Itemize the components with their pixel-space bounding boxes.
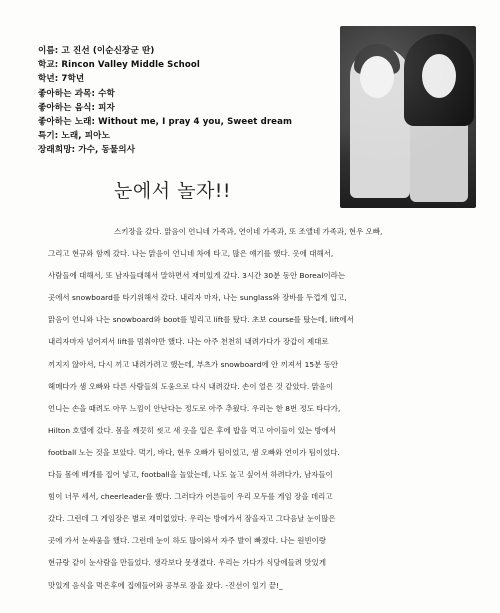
- article-line: 그리고 현규와 함께 갔다. 나는 맑음이 언니네 차에 타고, 많은 얘기를 했다. 옷에 대해서,: [48, 249, 334, 259]
- profile-name: 이름: 고 진선 (이순신장군 딴): [38, 46, 155, 56]
- article-line: 사람들에 대해서, 또 남자들대해서 말하면서 재미있게 갔다. 3시간 30분 동안 Boreal이라는: [48, 271, 346, 281]
- profile-talent: 특기: 노래, 피아노: [38, 131, 110, 142]
- article-line: 다들 몸에 베개를 집어 넣고, football을 놀았는데, 나도 놀고 싶어서 하려다가, 남자들이: [48, 470, 333, 480]
- article-line: 헤메다가 샘 오빠와 다른 사람들의 도움으로 다시 내려갔다. 손이 얼은 것 같았다. 맑음이: [48, 381, 334, 391]
- article-line: 힘이 너무 세서, cheerleader를 했다. 그러다가 어른들이 우리 모두를 게임 장을 데리고: [48, 492, 333, 502]
- article-line: Hilton 호텔에 갔다. 몸을 깨끗히 씻고 새 옷을 입은 후에 밥을 먹고 아이들이 있는 방에서: [48, 425, 337, 435]
- profile-grade: 학년: 7학년: [38, 74, 85, 85]
- article-line: 스키장을 갔다. 맑음이 언니네 가족과, 연이네 가족과, 또 조앨네 가족과, 현우 오빠,: [114, 227, 383, 236]
- portrait-photo: [340, 26, 476, 208]
- article-line: 맑음이 언니와 나는 snowboard와 boot를 빌리고 lift를 탔다. 초보 course를 탔는데, lift에서: [48, 315, 354, 325]
- profile-school: 학교: Rincon Valley Middle School: [38, 60, 200, 71]
- profile-favorite-food: 좋아하는 음식: 피자: [38, 102, 115, 113]
- article-line: 맛있게 음식을 먹은후에 집에들어와 공부로 잠을 잤다. -진선이 일기 끝!_: [48, 580, 283, 590]
- article-line: 곳에 가서 눈싸움을 했다. 그런데 눈이 하도 많이와서 자주 발이 빠졌다. 나는 원빈이랑: [48, 536, 327, 546]
- article-line: 갔다. 그런데 그 게임장은 별로 재미없었다. 우리는 방에가서 잠을자고 그다음날 눈이많은: [48, 514, 336, 524]
- article-body: [48, 221, 478, 597]
- profile-favorite-songs: 좋아하는 노래: Without me, I pray 4 you, Sweet dream: [38, 117, 293, 128]
- article-title: 눈에서 놀자!!: [114, 180, 232, 202]
- article-line: 곳에서 snowboard를 타기위해서 갔다. 내리자 마자, 나는 sunglass와 장바를 두껍게 입고,: [48, 293, 347, 303]
- article-line: 언니는 손을 때려도 아무 느낌이 안난다는 정도로 아주 추웠다. 우리는 한 8번 정도 타다가,: [48, 403, 341, 413]
- article-line: football 노는 것을 보았다. 먹기, 바다, 현우 오빠가 팀이었고, 샘 오빠와 연이가 팀이었다.: [48, 447, 340, 457]
- article-line: 내리자마자 넘어져서 lift를 멈춰야만 했다. 나는 아주 천천히 내려가다가 장갑이 제대로: [48, 337, 329, 347]
- article-line: 끼지지 않아서, 다시 끼고 내려가려고 했는데, 부츠가 snowboard에 안 끼져서 15분 동안: [48, 359, 339, 369]
- article-line: 현규랑 같이 눈사람을 만들었다. 생각보다 못생겼다. 우리는 가다가 식당에들려 맛있게: [48, 558, 327, 568]
- profile-favorite-subject: 좋아하는 과목: 수학: [38, 88, 115, 99]
- profile-info: [38, 44, 368, 158]
- photo-glare: [340, 26, 476, 208]
- profile-dream: 장래희망: 가수, 동물의사: [38, 145, 136, 156]
